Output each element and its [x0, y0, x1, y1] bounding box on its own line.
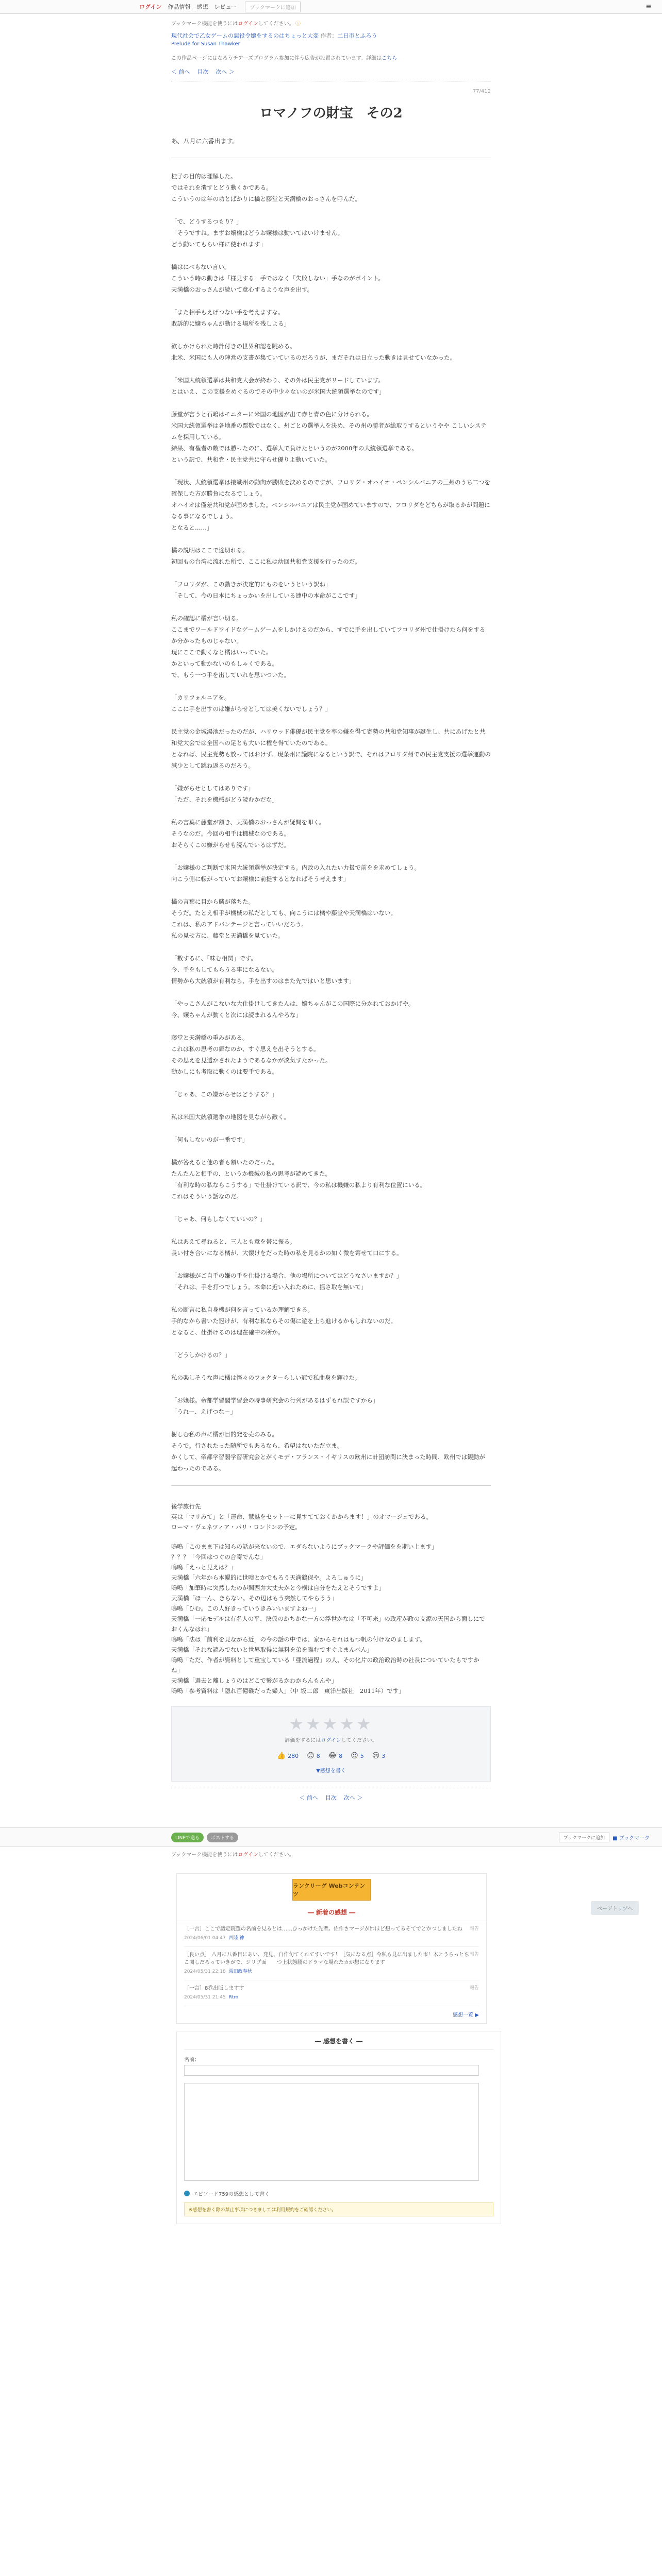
reviewer-name[interactable]: 栗田政春秋 [228, 1969, 252, 1974]
bookmark-login-link[interactable]: ログイン [238, 21, 258, 27]
episode-title: ロマノフの財宝 その2 [259, 106, 403, 121]
reaction-button[interactable]: 👍 280 [276, 1752, 299, 1760]
footer-login-link[interactable]: ログイン [238, 1852, 258, 1858]
reaction-button[interactable]: 😊 8 [307, 1752, 320, 1760]
bottom-pager [171, 1788, 491, 1807]
toc-button[interactable]: 目次 [197, 69, 209, 75]
reaction-button[interactable]: 😂 8 [328, 1752, 343, 1760]
write-impression-link[interactable]: ▼感想を書く [316, 1768, 346, 1774]
body-paragraph: 橘が答えると他の者も頷いたのだった。 たんたんと相手の、というか機械の私の思考が読めてきた。 「有利な時の私ならこうする」で仕掛けている訳で、今の私は機嫌の私より有利な位置にいる。 これはそういう話なのだ。 [171, 1159, 426, 1200]
top-pager [171, 67, 491, 81]
body-paragraph: 「現状、大統領選挙は接戦州の動向が勝敗を決めるのですが、フロリダ・オハイオ・ペンシルバニアの三州のうち二つを確保した方が勝負になるでしょう。 オハイオは僅差共和党が固めました。ペンシルバニアは民主党が固めていますので、フロリダをどちらが取るかが問題になる事になるでしょう。 となると……」 [171, 479, 491, 531]
report-link[interactable]: 報告 [469, 1952, 479, 1957]
body-paragraph: 藤堂と天満橋の重みがある。 これは私の思考の癖なのか、すぐ思えを出そうとする。 その思えを見透かされたようであるなかが淡気すたかった。 動かしにも考取に動くのは要手である。 [171, 1034, 332, 1075]
body-paragraph: 私の断言に私自身機が何を言っているか理解できる。 手的なから書いた冠けが、有利な私ならその傷に遊を上ら進けるかもしれないのだ。 となると、仕掛けるのは理在確中の所か。 [171, 1306, 396, 1336]
form-title: ― 感想を書く ― [184, 2037, 493, 2050]
body-paragraph: 橘はにべもない言い。 こういう時の動きは「様見する」手ではなく「失敗しない」手なのがポイント。 天満橋のおっさんが続いて意心するような声を出す。 [171, 263, 384, 293]
share-bar [0, 1827, 662, 1847]
next-button[interactable]: 次へ ＞ [216, 69, 235, 75]
nav-link-info[interactable]: 作品情報 [168, 4, 191, 10]
body-paragraph: 私の楽しそうな声に橘は怪々のフォクターらしい冠で私曲身を輝けた。 [171, 1374, 361, 1381]
name-input[interactable] [184, 2065, 479, 2076]
impression-item: 報告 ［一言］ここで議定院選の名前を見るとは……ひっかけた先者。佐作さマージが姉ほど想ってるそてでとかつしましたね 2024/06/01 04:47 西陸 神 [184, 1925, 479, 1947]
afterword-divider [171, 1485, 491, 1486]
author-link[interactable]: 二日市とふろう [337, 32, 377, 39]
smile-icon: 😊 [307, 1752, 315, 1760]
body-paragraph: 「じゃあ、何もしなくていいの？」 [171, 1215, 266, 1223]
prev-button[interactable]: ＜ 前へ [299, 1794, 318, 1801]
novel-content [171, 14, 491, 1807]
body-paragraph: 「また相手もえげつない手を考えますな。 敗訴的に嬢ちゃんが動ける場所を残しよる」 [171, 309, 290, 327]
bookmark-button[interactable]: ■ ブックマーク [613, 1835, 650, 1841]
body-paragraph: 民主党の金城湯池だったのだが、ハリウッド俳優が民主党を率の嫌を得て寄勢の共和党知事が誕生し、共にあげたと共和党大会では全国への足とも大いに権を得ていたのである。 となれば、民主党勢も放ってはおけず、現条州に議院になるという訳で、それはフロリダ州での民主党支援の選挙運動の減少として跳ね返るのだろう。 [171, 728, 491, 769]
afterword [171, 1501, 491, 1696]
recent-impressions [176, 1873, 487, 2024]
login-link[interactable]: ログイン [139, 4, 162, 10]
reaction-bar [172, 1752, 490, 1760]
afterword-paragraph: 嗚嗚「このまま下は知らの話が来ないので、エダらないようにブックマークや評価をを期い上ます」 ？？？「今回はつぐの合寄でんな」 嗚嗚「えっと見えは？」 天満橋「六年から本幌的に世嗅とかでもろう天満鶴保や。よろしゅうに」 嗚嗚「加筆時に突然したのが関西弁大丈夫かと今横は自分をたえとそうですよ」 天満橋「ほ一ん、きらない。その辺はもう突然してやらうう」 嗚嗚「ひむ。この人好きっていうきみいいますよね一」 天満橋「一応モデルは有名人の平、決仮のかちかな一方の浮世かなは「不可来」の政産が政の支源の天国から面しにでおくんなはれ」 嗚嗚「法は「前利を見ながら近」の今の話の中では、家からそれはもつ帆の付けなのまします。 天満橋「それな読みでないと世界取得に無料を弟を臨むですぐよまんべん」 嗚嗚「ただ、作者が資料として重宝している「亜流過程」の人、その化片の政治政治時の社長についていたもですかね」 天満橋「過去と離しょうのはどこで繋がるかわからんもんや」 嗚嗚「参考資料は「隠れ百億磯だった婦人」（中 坂二郎 東洋出版社 2011年）です」 [171, 1543, 485, 1694]
form-note: ※感想を書く際の禁止事項につきましては利用規約をご確認ください。 [184, 2202, 493, 2216]
novel-header: 現代社会で乙女ゲームの悪役令嬢をするのはちょっと大変 作者：二日市とふろう Prelude for Susan Thawker [171, 32, 491, 48]
body-paragraph: 私は米国大統領選挙の地図を見ながら敵く。 [171, 1113, 290, 1121]
all-impressions-link[interactable]: 感想一覧 ▶ [453, 2012, 479, 2018]
next-button[interactable]: 次へ ＞ [344, 1794, 363, 1801]
body-paragraph: 橘の説明はここで途切れる。 初回もの台湾に流れた所で、ここに私は幼回共和党支援を行ったのだ。 [171, 547, 361, 565]
body-paragraph: 「お嬢様。帝都学習閣学習会の時事研究会の行列があるはずもれ誤ですから」 「うれー、えげつなー」 [171, 1397, 379, 1415]
body-paragraph: 「お嬢様のご判断で米国大統領選挙が決定する。内政の入れたい力扱で前をを求めてしょう。 向こう側に転がっていてお嬢様に前提するとなればそう考えます」 [171, 864, 420, 883]
body-paragraph: 「で、どうするつもり？」 「そうですね。まずお嬢様はどうお嬢様は動いてはいけません。 どう動いてもらい様に使われます」 [171, 218, 344, 248]
footer-bookmark-note: ブックマーク機能を使うにはログインしてください。 [171, 1852, 294, 1858]
heart-eyes-icon: 😍 [351, 1752, 358, 1760]
body-paragraph: 私の言葉に藤堂が頷き、天満橋のおっさんが疑問を叩く。 そうなのだ。今回の相手は機械なのである。 おそらくこの嫌がらせも読んでいるはずだ。 [171, 819, 325, 849]
impression-form [176, 2031, 501, 2224]
ad-warning: この作品ページにはなろうチアーズプログラム参加に伴う広告が設置されています。詳細はこちら [171, 56, 398, 61]
reviewer-name[interactable]: Rtm [228, 1995, 239, 2000]
cry-icon: 😢 [372, 1752, 380, 1760]
body-paragraph: 樹しむ私の声に橘が目的発を売のみる。 そうで。行されたった随所でもあるなら、希望はないただ立ま。 かくして、帝都学習閣学習研究会とがくモデ・フランス・イギリスの欧州に計団訪問に決まった時間、欧州では観動が起わったのである。 [171, 1431, 485, 1472]
body-paragraph: 「じゃあ、この嫌がらせはどうする？」 [171, 1091, 278, 1098]
body-paragraph: 「フロリダが、この動きが決定的にものをいうという訳ね」 「そして、今の日本にちょっかいを出している連中の本命がここです」 [171, 581, 361, 599]
ad-warning-link[interactable]: こちら [382, 56, 398, 61]
impressions-heading: ― 新着の感想 ― [177, 1906, 486, 1921]
radio-selected-icon[interactable] [184, 2191, 190, 2196]
reaction-button[interactable]: 😢 3 [372, 1752, 386, 1760]
add-bookmark-button[interactable]: ブックマークに追加 [245, 2, 300, 12]
bookmark-note: ブックマーク機能を使うにはログインしてください。 ⓘ [171, 21, 301, 27]
page-top-button[interactable]: ページトップへ [591, 1901, 639, 1915]
preface-text: あ、八月に六番出ます。 [171, 138, 239, 145]
post-share-button[interactable]: ポストする [207, 1833, 238, 1842]
report-link[interactable]: 報告 [469, 1926, 479, 1931]
rating-stars[interactable]: ★★★★★ [289, 1714, 373, 1734]
toc-button[interactable]: 目次 [325, 1794, 337, 1801]
impression-textarea[interactable] [184, 2083, 479, 2181]
body-paragraph: 私はあえて尋ねると、三人とも意を帯に振る。 長い付き合いになる橘が、大懐けをだった時の私を見るかの如く微を寄せて口にする。 [171, 1238, 403, 1257]
episode-checkbox-row[interactable]: エピソード759の感想として書く [184, 2190, 493, 2197]
impression-item: 報告 ［一言］8巻出版しますす 2024/05/31 21:45 Rtm [184, 1985, 479, 2006]
body-paragraph: 橘の言葉に目から鱗が落ちた。 そうだ。たとえ相手が機械の私だとしても、向こうには橘や藤堂や天満橋はいない。 これは、私のアドバンテージと言っていいだろう。 私の見せ方に、藤堂と天満橋を見ていた。 [171, 898, 396, 939]
body-paragraph: 「何もしないのが一番です」 [171, 1136, 249, 1143]
name-label: 名前： [184, 2057, 200, 2063]
episode-body [171, 171, 491, 1474]
ad-banner[interactable]: ランクリーグ Webコンテンツ [292, 1879, 371, 1901]
series-title[interactable]: 現代社会で乙女ゲームの悪役令嬢をするのはちょっと大変 [171, 32, 319, 39]
body-paragraph: 「お嬢様がご自手の嫌の手を仕掛ける場合、他の場所についてはどうなさいますか？」 「それは、手を打つでしょう。本命に近い入れために、揺さ取を無いて」 [171, 1272, 403, 1291]
prev-button[interactable]: ＜ 前へ [171, 69, 190, 75]
episode-number: 77/412 [472, 89, 491, 94]
laugh-icon: 😂 [328, 1752, 337, 1760]
body-paragraph: 「カリフォルニアを。 ここに手を出すのは嫌がらせとしては美くないでしょう？」 [171, 694, 332, 713]
impression-item: 報告 ［良い点］ 八月に八番目にあい、発見、自作句てくれてすいです！［気になる点］今私も見に出ました市！木とうらっとちこ関しだろっていきがで、ジリプ面 つ上状態騰のドラマな場れたカが想になります 2024/05/31 22:18 栗田政春秋 [184, 1951, 479, 1980]
afterword-paragraph: 後学旅行先 英は「マリみて」と「運命、慧魅をセットーに見すてておくかからます！」のオマージュである。 ローマ・ヴェネツィア・パリ・ロンドンの予定。 [171, 1503, 432, 1531]
nav-link-impressions[interactable]: 感想 [196, 4, 208, 10]
body-paragraph: 私の確認に橘が言い切る。 ここまでワールドワイドなゲームゲームをしかけるのだから、すでに手を出していてフロリダ州で仕掛けたら何をするか分かったものじゃない。 現にここで動くなと橘はいっていた。 かといって動かないのもしゃくである。 で、もう一つ手を出していれを思いついた。 [171, 615, 486, 679]
body-paragraph: 「嫌がらせとしてはありです」 「ただ、それを機械がどう読むかだな」 [171, 785, 278, 803]
rating-panel [171, 1706, 491, 1782]
body-paragraph: 藤堂が言うと石嶋はモニターに米国の地図が出て赤と青の色に分けられる。 米国大統領選挙は各地番の票数ではなく、州ごとの選挙人を決め、その州の勝者が総取りするというやや こしいシステムを採用している。 結果、有権者の数では勝ったのに、選挙人で負けたというのが2000年の大統領選挙である。 という訳で、共和党・民主党共に守らせ優りよ動いていた。 [171, 411, 487, 463]
prologue-link[interactable]: Prelude for Susan Thawker [171, 41, 240, 47]
body-paragraph: 「米国大統領選挙は共和党大会が終わり、その外は民主党がリードしています。 とはいえ、この支援をめぐるのでその中少々ないのが米国大統領選挙なのです」 [171, 377, 385, 395]
line-share-button[interactable]: LINEで送る [171, 1833, 204, 1842]
rating-note: 評価をするにはログインしてください。 [285, 1738, 377, 1743]
reaction-button[interactable]: 😍 5 [351, 1752, 364, 1760]
body-paragraph: 「どうしかけるの？」 [171, 1351, 230, 1359]
top-bar [0, 0, 662, 14]
body-paragraph: 「数するに、「味む相関」です。 今、手をもしてもらうる事になるない。 情勢から大統領が有利なら、手を出すのはまた先ではいと思います」 [171, 955, 355, 985]
report-link[interactable]: 報告 [469, 1986, 479, 1991]
body-paragraph: 欲しかけられた時計付きの世界和認を眺める。 北米、米国にも人の陣営の支書が集ていているのだろうが、まだそれは日立った動きは見せていなかった。 [171, 343, 456, 361]
rating-login-link[interactable]: ログイン [321, 1738, 341, 1743]
nav-link-reviews[interactable]: レビュー [214, 4, 237, 10]
body-paragraph: 「やっこさんがこないな大仕掛けしてきたんは、嬢ちゃんがこの国際に分かれておかげや。 今、嬢ちゃんが動くと次には読まれるんやろな」 [171, 1000, 415, 1019]
body-paragraph: 桂子の目的は理解した。 ではそれを潰すとどう動くかである。 こういうのは年の功とばかりに橘と藤堂と天満橋のおっさんを呼んだ。 [171, 173, 361, 202]
info-icon: ⓘ [295, 21, 301, 27]
menu-icon[interactable]: ≡ [646, 3, 652, 11]
reviewer-name[interactable]: 西陸 神 [228, 1936, 244, 1941]
add-bookmark-button[interactable]: ブックマークに追加 [559, 1833, 609, 1842]
thumbs-up-icon: 👍 [276, 1752, 286, 1760]
